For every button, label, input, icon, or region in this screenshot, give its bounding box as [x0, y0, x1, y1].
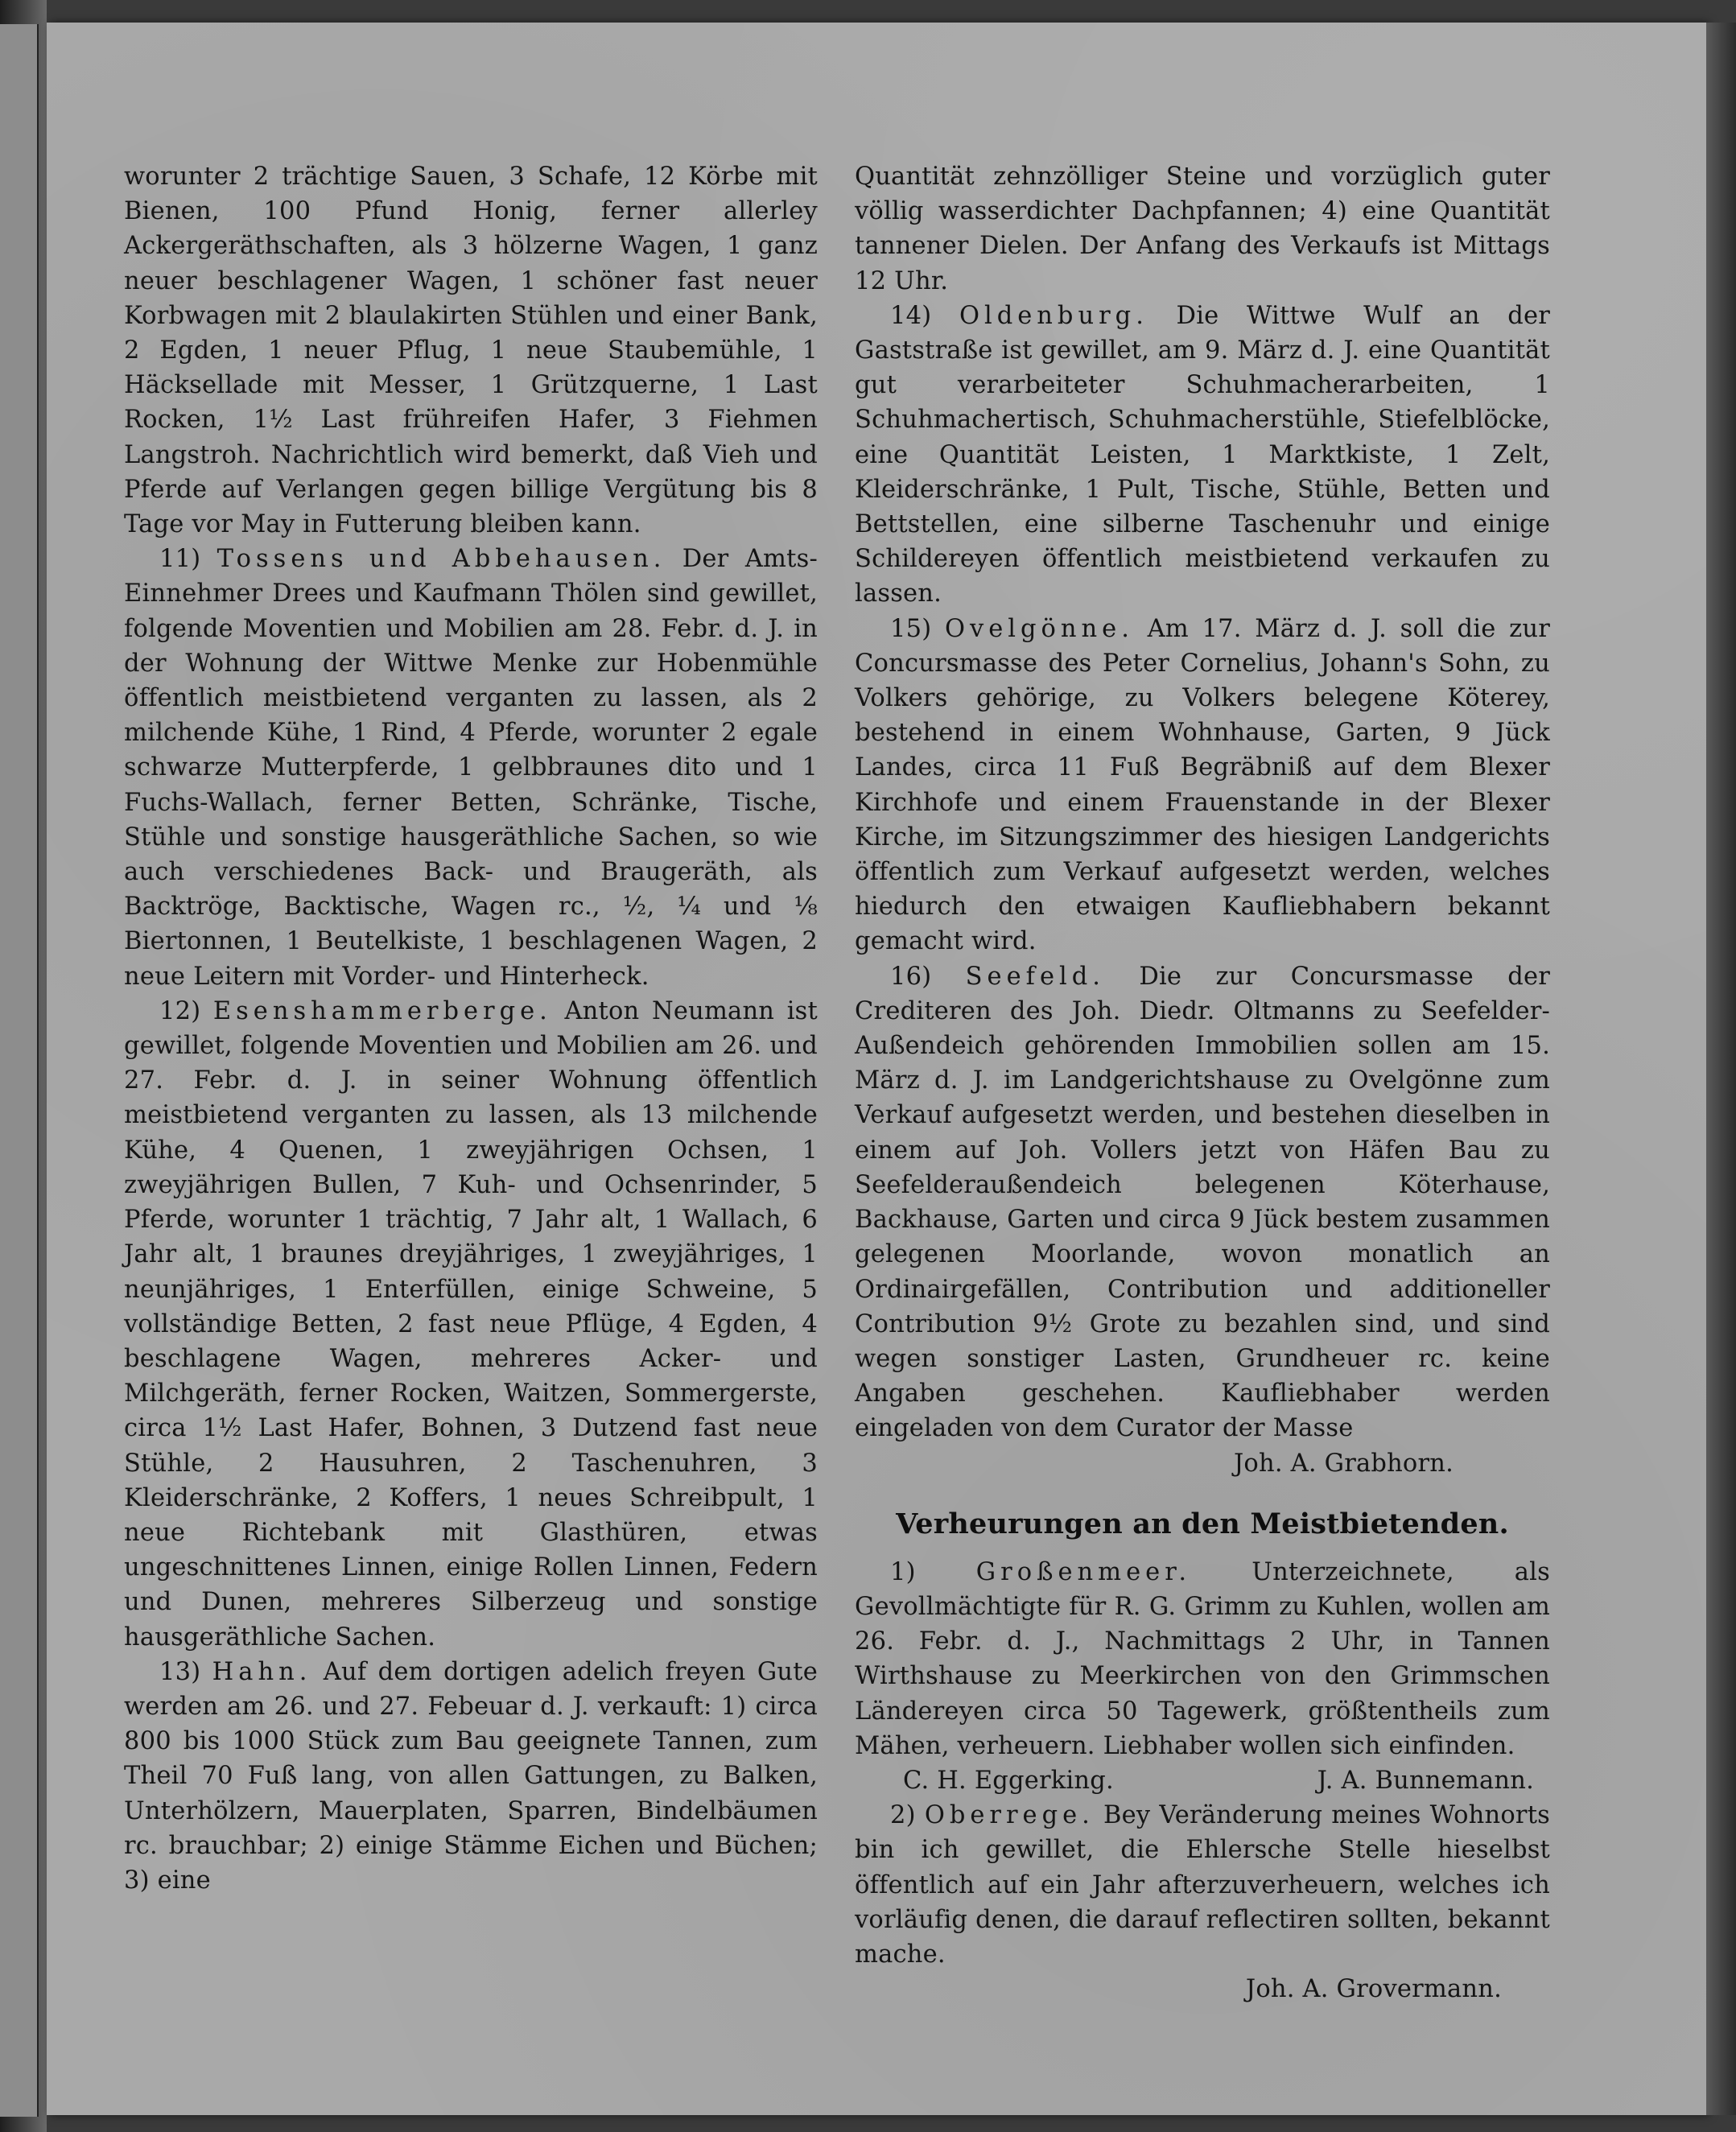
entry-place: Hahn.: [212, 1657, 312, 1686]
lease-entry-2: [855, 1798, 1550, 1972]
signer-name: C. H. Eggerking.: [903, 1766, 1114, 1795]
entry-14: [855, 299, 1550, 612]
entry-number: 2): [890, 1801, 916, 1830]
entry-place: Tossens und Abbehausen.: [216, 545, 666, 574]
entry-number: 13): [159, 1657, 201, 1686]
entry-place: Esenshammerberge.: [212, 996, 552, 1025]
entry-text: Unterzeichnete, als Gevollmächtigte für R. G. Grimm zu Kuhlen, wollen am 26. Febr. d. J., Nachmittags 2 Uhr, in Tannen Wirthshause zu Meerkirchen von den Grimmschen Ländereyen circa 50 Tagewerk, größtentheils zum Mähen, verheuern. Liebhaber wollen sich einfinden.: [855, 1557, 1550, 1760]
entry-text: Bey Veränderung meines Wohnorts bin ich gewillet, die Ehlersche Stelle hieselbst öffentlich auf ein Jahr afterzuverheuern, welches ich vorläufig denen, die darauf reflectiren sollten, bekannt mache.: [855, 1801, 1550, 1969]
entry-place: Oldenburg.: [959, 301, 1148, 330]
entry-text: Auf dem dortigen adelich freyen Gute werden am 26. und 27. Febeuar d. J. verkauft: 1) circa 800 bis 1000 Stück zum Bau geeignete Tannen, zum Theil 70 Fuß lang, von allen Gattungen, zu Balken, Unterhölzern, Mauerplaten, Sparren, Bindelbäumen rc. brauchbar; 2) einige Stämme Eichen und Büchen; 3) eine: [124, 1657, 818, 1895]
entry-15: [855, 612, 1550, 959]
right-column: [855, 159, 1550, 2006]
entry-place: Großenmeer.: [975, 1557, 1192, 1586]
entry-text: Anton Neumann ist gewillet, folgende Moventien und Mobilien am 26. und 27. Febr. d. J. in seiner Wohnung öffentlich meistbietend verganten zu lassen, als 13 milchende Kühe, 4 Quenen, 1 zweyjährigen Ochsen, 1 zweyjährigen Bullen, 7 Kuh- und Ochsenrinder, 5 Pferde, worunter 1 trächtig, 7 Jahr alt, 1 Wallach, 6 Jahr alt, 1 braunes dreyjähriges, 1 zweyjähriges, 1 neunjähriges, 1 Enterfüllen, einige Schweine, 5 vollständige Betten, 2 fast neue Pflüge, 4 Egden, 4 beschlagene Wagen, mehreres Acker- und Milchgeräth, ferner Rocken, Waitzen, Sommergerste, circa 1½ Last Hafer, Bohnen, 3 Dutzend fast neue Stühle, 2 Hausuhren, 2 Taschenuhren, 3 Kleiderschränke, 2 Koffers, 1 neues Schreibpult, 1 neue Richtebank mit Glasthüren, etwas ungeschnittenes Linnen, einige Rollen Linnen, Federn und Dunen, mehreres Silberzeug und sonstige hausgeräthliche Sachen.: [124, 996, 818, 1652]
entry-number: 16): [890, 962, 932, 991]
entry-text: Die Wittwe Wulf an der Gaststraße ist gewillet, am 9. März d. J. eine Quantität gut verarbeiteter Schuhmacherarbeiten, 1 Schuhmachertisch, Schuhmacherstühle, Stiefelblöcke, eine Quantität Leisten, 1 Marktkiste, 1 Zelt, Kleiderschränke, 1 Pult, Tische, Stühle, Betten und Bettstellen, eine silberne Taschenuhr und einige Schildereyen öffentlich meistbietend verkaufen zu lassen.: [855, 301, 1550, 608]
entry-number: 14): [890, 301, 932, 330]
entry-number: 1): [890, 1557, 916, 1586]
left-column: [124, 159, 818, 1898]
entry-place: Ovelgönne.: [944, 614, 1134, 643]
lease-entry-1-signers: [855, 1763, 1550, 1798]
entry-12: [124, 994, 818, 1655]
signer-name: J. A. Bunnemann.: [1317, 1766, 1534, 1795]
continued-paragraph: worunter 2 trächtige Sauen, 3 Schafe, 12 Körbe mit Bienen, 100 Pfund Honig, ferner allerley Ackergeräthschaften, als 3 hölzerne Wagen, 1 ganz neuer beschlagener Wagen, 1 schöner fast neuer Korbwagen mit 2 blaulakirten Stühlen und einer Bank, 2 Egden, 1 neuer Pflug, 1 neue Staubemühle, 1 Häcksellade mit Messer, 1 Grützquerne, 1 Last Rocken, 1½ Last frühreifen Hafer, 3 Fiehmen Langstroh. Nachrichtlich wird bemerkt, daß Vieh und Pferde auf Verlangen gegen billige Vergütung bis 8 Tage vor May in Futterung bleiben kann.: [124, 163, 818, 539]
entry-11: [124, 542, 818, 994]
lease-entry-2-signature: Joh. A. Grovermann.: [1245, 1975, 1502, 2004]
entry-text: Der Amts-Einnehmer Drees und Kaufmann Thölen sind gewillet, folgende Moventien und Mobilien am 28. Febr. d. J. in der Wohnung der Wittwe Menke zur Hobenmühle öffentlich meistbietend verganten zu lassen, als 2 milchende Kühe, 1 Rind, 4 Pferde, worunter 2 egale schwarze Mutterpferde, 1 gelbbraunes dito und 1 Fuchs-Wallach, ferner Betten, Schränke, Tische, Stühle und sonstige hausgeräthliche Sachen, so wie auch verschiedenes Back- und Braugeräth, als Backtröge, Backtische, Wagen rc., ½, ¼ und ⅛ Biertonnen, 1 Beutelkiste, 1 beschlagenen Wagen, 2 neue Leitern mit Vorder- und Hinterheck.: [124, 545, 818, 991]
page-right-edge: [1706, 23, 1736, 2115]
entry-text: Die zur Concursmasse der Crediteren des Joh. Diedr. Oltmanns zu Seefelder-Außendeich gehörenden Immobilien sollen am 15. März d. J. im Landgerichtshause zu Ovelgönne zum Verkauf aufgesetzt werden, und bestehen dieselben in einem auf Joh. Vollers jetzt von Häfen Bau zu Seefelderaußendeich belegenen Köterhause, Backhause, Garten und circa 9 Jück bestem zusammen gelegenen Moorlande, wovon monatlich an Ordinairgefällen, Contribution und additioneller Contribution 9½ Grote zu bezahlen sind, und sind wegen sonstiger Lasten, Grundheuer rc. keine Angaben geschehen. Kaufliebhaber werden eingeladen von dem Curator der Masse: [855, 962, 1550, 1443]
lease-entry-1: [855, 1555, 1550, 1763]
newspaper-page: [47, 23, 1706, 2115]
entry-number: 11): [159, 545, 201, 574]
entry-16-signature: Joh. A. Grabhorn.: [1233, 1449, 1454, 1478]
previous-page-edge: [0, 24, 39, 2117]
entry-number: 15): [890, 614, 932, 643]
entry-number: 12): [159, 996, 201, 1025]
continued-paragraph: Quantität zehnzölliger Steine und vorzüglich guter völlig wasserdichter Dachpfannen; 4) eine Quantität tannener Dielen. Der Anfang des Verkaufs ist Mittags 12 Uhr.: [855, 163, 1550, 295]
entry-place: Seefeld.: [965, 962, 1105, 991]
entry-place: Oberrege.: [924, 1801, 1095, 1830]
section-heading: Verheurungen an den Meistbietenden.: [896, 1507, 1509, 1540]
entry-16: [855, 959, 1550, 1446]
entry-text: Am 17. März d. J. soll die zur Concursmasse des Peter Cornelius, Johann's Sohn, zu Volkers gehörige, zu Volkers belegene Köterey, bestehend in einem Wohnhause, Garten, 9 Jück Landes, circa 11 Fuß Begräbniß auf dem Blexer Kirchhofe und einem Frauenstande in der Blexer Kirche, im Sitzungszimmer des hiesigen Landgerichts öffentlich zum Verkauf aufgesetzt werden, welches hiedurch den etwaigen Kaufliebhabern bekannt gemacht wird.: [855, 614, 1550, 956]
entry-13: [124, 1655, 818, 1898]
